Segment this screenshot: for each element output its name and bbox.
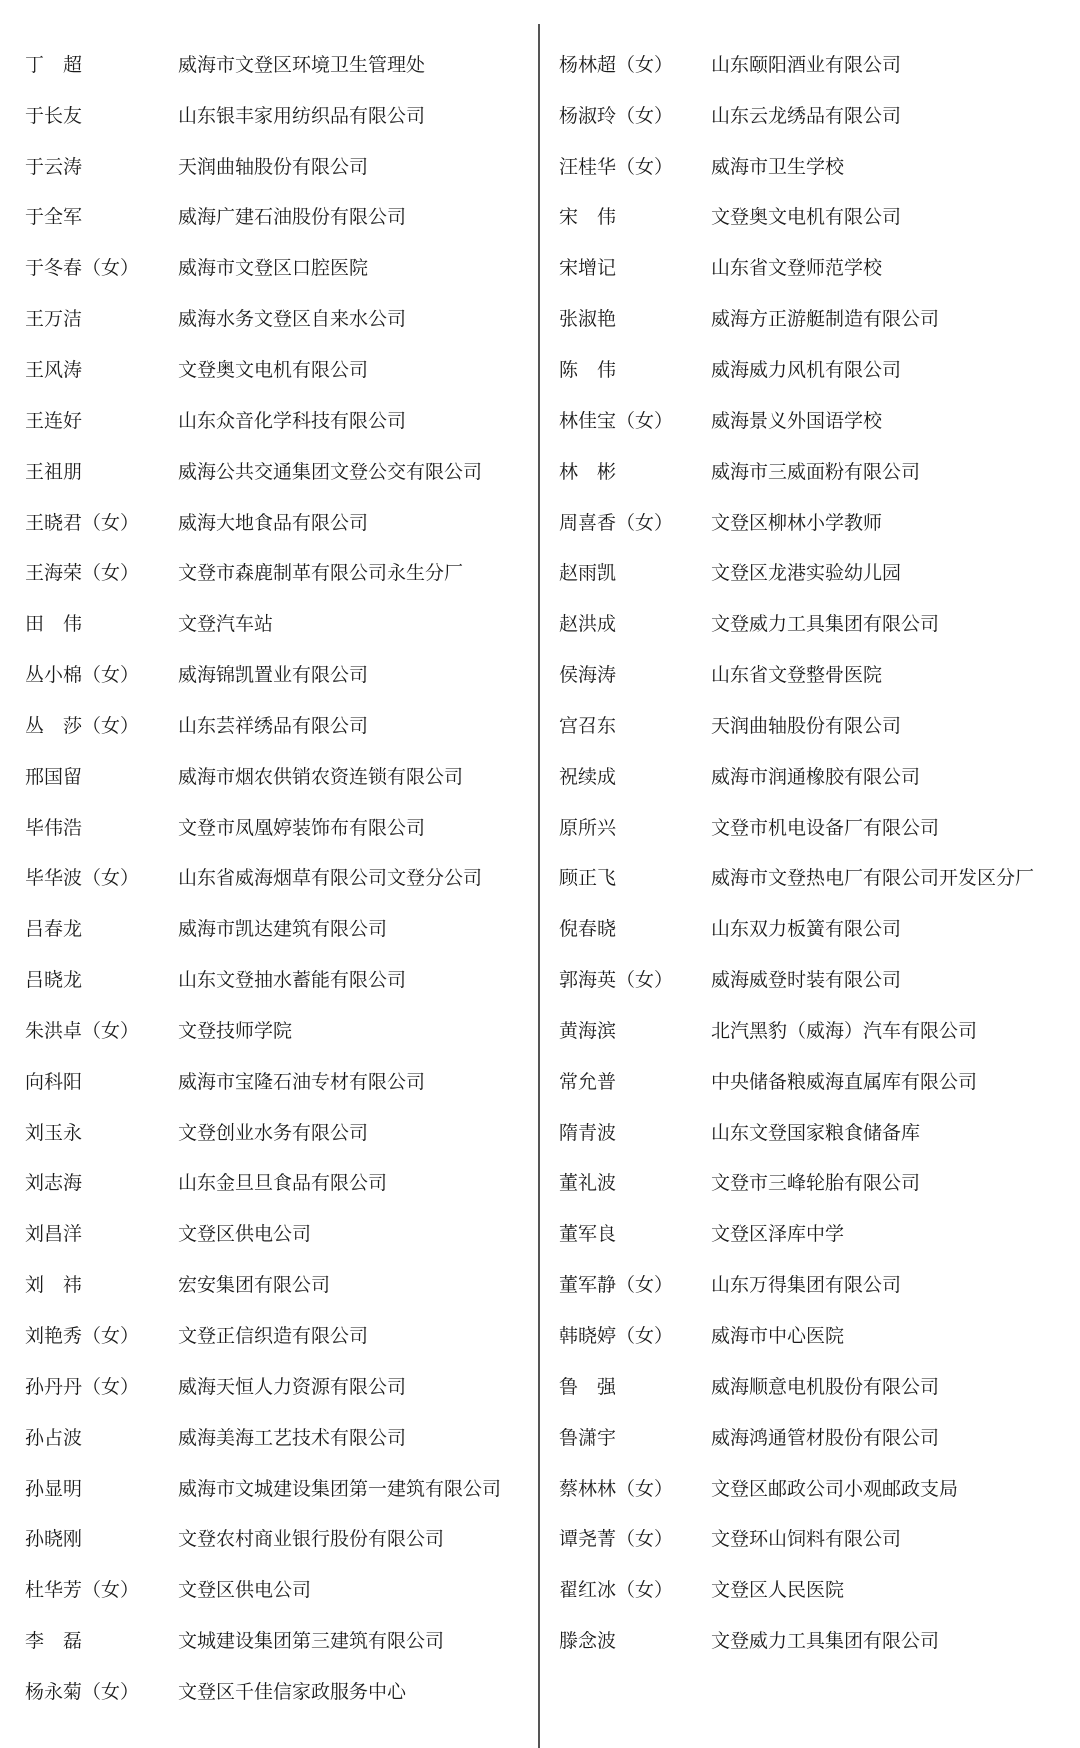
person-name: 陈 伟 [559, 358, 617, 381]
person-name: 刘玉永 [25, 1121, 83, 1144]
person-name: 原所兴 [559, 816, 617, 839]
organization-name: 山东省文登整骨医院 [711, 664, 883, 687]
person-name: 吕春龙 [25, 918, 83, 941]
list-item [25, 394, 525, 445]
list-item [25, 1157, 525, 1208]
list-item [25, 699, 525, 750]
person-name: 毕伟浩 [25, 816, 83, 839]
organization-name: 山东双力板簧有限公司 [711, 918, 902, 941]
organization-name: 威海威登时装有限公司 [711, 969, 902, 992]
person-name: 王祖朋 [25, 460, 83, 483]
organization-name: 山东省文登师范学校 [711, 257, 883, 280]
person-name: 鲁潇宇 [559, 1426, 617, 1449]
organization-name: 文登区龙港实验幼儿园 [711, 562, 902, 585]
person-name: 朱洪卓（女） [25, 1019, 140, 1042]
list-item [25, 648, 525, 699]
person-name: 顾正飞 [559, 867, 617, 890]
person-name: 谭尧菁（女） [559, 1528, 674, 1551]
list-item [559, 1106, 1064, 1157]
organization-name: 文登区供电公司 [178, 1223, 312, 1246]
organization-name: 文登正信织造有限公司 [178, 1325, 369, 1348]
organization-name: 威海市烟农供销农资连锁有限公司 [178, 765, 464, 788]
person-name: 赵雨凯 [559, 562, 617, 585]
person-name: 丛 莎（女） [25, 714, 140, 737]
organization-name: 文城建设集团第三建筑有限公司 [178, 1630, 445, 1653]
organization-name: 威海公共交通集团文登公交有限公司 [178, 460, 483, 483]
organization-name: 文登奥文电机有限公司 [711, 206, 902, 229]
list-item [559, 1157, 1064, 1208]
person-name: 于全军 [25, 206, 83, 229]
list-item [559, 241, 1064, 292]
person-name: 滕念波 [559, 1630, 617, 1653]
list-item [559, 902, 1064, 953]
person-name: 赵洪成 [559, 613, 617, 636]
person-name: 丁 超 [25, 53, 83, 76]
organization-name: 文登区泽库中学 [711, 1223, 845, 1246]
organization-name: 威海市文登热电厂有限公司开发区分厂 [711, 867, 1035, 890]
organization-name: 威海市文城建设集团第一建筑有限公司 [178, 1477, 502, 1500]
list-item [559, 1309, 1064, 1360]
organization-name: 威海鸿通管材股份有限公司 [711, 1426, 940, 1449]
organization-name: 北汽黑豹（威海）汽车有限公司 [711, 1019, 978, 1042]
list-item [559, 292, 1064, 343]
organization-name: 文登市凤凰婷装饰布有限公司 [178, 816, 426, 839]
organization-name: 威海方正游艇制造有限公司 [711, 308, 940, 331]
person-name: 孙显明 [25, 1477, 83, 1500]
list-item [25, 1309, 525, 1360]
organization-name: 山东众音化学科技有限公司 [178, 409, 407, 432]
person-name: 林 彬 [559, 460, 617, 483]
person-name: 隋青波 [559, 1121, 617, 1144]
person-name: 孙丹丹（女） [25, 1375, 140, 1398]
organization-name: 威海水务文登区自来水公司 [178, 308, 407, 331]
organization-name: 天润曲轴股份有限公司 [711, 714, 902, 737]
person-name: 郭海英（女） [559, 969, 674, 992]
person-name: 王晓君（女） [25, 511, 140, 534]
list-item [25, 38, 525, 89]
list-item [559, 343, 1064, 394]
person-name: 于长友 [25, 104, 83, 127]
organization-name: 文登市森鹿制革有限公司永生分厂 [178, 562, 464, 585]
list-item [25, 445, 525, 496]
list-item [559, 1258, 1064, 1309]
person-name: 张淑艳 [559, 308, 617, 331]
person-name: 董军静（女） [559, 1274, 674, 1297]
organization-name: 威海市文登区口腔医院 [178, 257, 369, 280]
column-divider [538, 24, 540, 1748]
person-name: 王万洁 [25, 308, 83, 331]
person-name: 刘 祎 [25, 1274, 83, 1297]
organization-name: 宏安集团有限公司 [178, 1274, 331, 1297]
person-name: 刘志海 [25, 1172, 83, 1195]
person-name: 孙晓刚 [25, 1528, 83, 1551]
organization-name: 文登威力工具集团有限公司 [711, 1630, 940, 1653]
organization-name: 山东省威海烟草有限公司文登分公司 [178, 867, 483, 890]
list-item [25, 750, 525, 801]
list-item [25, 1207, 525, 1258]
person-name: 周喜香（女） [559, 511, 674, 534]
list-item [559, 445, 1064, 496]
list-item [559, 546, 1064, 597]
organization-name: 文登创业水务有限公司 [178, 1121, 369, 1144]
person-name: 刘艳秀（女） [25, 1325, 140, 1348]
list-item [25, 191, 525, 242]
person-name: 翟红冰（女） [559, 1579, 674, 1602]
organization-name: 威海广建石油股份有限公司 [178, 206, 407, 229]
person-name: 李 磊 [25, 1630, 83, 1653]
organization-name: 文登奥文电机有限公司 [178, 358, 369, 381]
list-item [25, 292, 525, 343]
organization-name: 威海天恒人力资源有限公司 [178, 1375, 407, 1398]
organization-name: 山东万得集团有限公司 [711, 1274, 902, 1297]
list-item [559, 750, 1064, 801]
list-item [25, 140, 525, 191]
list-item [559, 496, 1064, 547]
person-name: 杨淑玲（女） [559, 104, 674, 127]
person-name: 刘昌洋 [25, 1223, 83, 1246]
organization-name: 文登区柳林小学教师 [711, 511, 883, 534]
list-item [25, 1614, 525, 1665]
person-name: 林佳宝（女） [559, 409, 674, 432]
organization-name: 文登汽车站 [178, 613, 274, 636]
list-item [559, 953, 1064, 1004]
organization-name: 文登区千佳信家政服务中心 [178, 1680, 407, 1703]
organization-name: 威海威力风机有限公司 [711, 358, 902, 381]
person-name: 祝续成 [559, 765, 617, 788]
organization-name: 山东芸祥绣品有限公司 [178, 714, 369, 737]
list-item [559, 1207, 1064, 1258]
right-name-column [559, 38, 1064, 1665]
organization-name: 山东颐阳酒业有限公司 [711, 53, 902, 76]
list-item [559, 597, 1064, 648]
list-item [25, 1665, 525, 1716]
person-name: 杨林超（女） [559, 53, 674, 76]
list-item [559, 38, 1064, 89]
person-name: 蔡林林（女） [559, 1477, 674, 1500]
organization-name: 威海市中心医院 [711, 1325, 845, 1348]
list-item [25, 1258, 525, 1309]
organization-name: 文登技师学院 [178, 1019, 293, 1042]
organization-name: 威海景义外国语学校 [711, 409, 883, 432]
organization-name: 威海市文登区环境卫生管理处 [178, 53, 426, 76]
list-item [25, 902, 525, 953]
organization-name: 文登市机电设备厂有限公司 [711, 816, 940, 839]
person-name: 汪桂华（女） [559, 155, 674, 178]
organization-name: 文登市三峰轮胎有限公司 [711, 1172, 921, 1195]
list-item [25, 241, 525, 292]
list-item [559, 1004, 1064, 1055]
list-item [559, 699, 1064, 750]
organization-name: 文登环山饲料有限公司 [711, 1528, 902, 1551]
organization-name: 天润曲轴股份有限公司 [178, 155, 369, 178]
person-name: 宋增记 [559, 257, 617, 280]
person-name: 常允普 [559, 1070, 617, 1093]
list-item [559, 1411, 1064, 1462]
organization-name: 文登威力工具集团有限公司 [711, 613, 940, 636]
list-item [559, 1614, 1064, 1665]
list-item [559, 801, 1064, 852]
list-item [559, 1512, 1064, 1563]
organization-name: 威海美海工艺技术有限公司 [178, 1426, 407, 1449]
person-name: 黄海滨 [559, 1019, 617, 1042]
list-item [25, 953, 525, 1004]
left-name-column [25, 38, 525, 1716]
person-name: 于云涛 [25, 155, 83, 178]
person-name: 孙占波 [25, 1426, 83, 1449]
list-item [559, 852, 1064, 903]
list-item [25, 801, 525, 852]
list-item [25, 852, 525, 903]
list-item [25, 1360, 525, 1411]
person-name: 董礼波 [559, 1172, 617, 1195]
list-item [25, 1055, 525, 1106]
list-item [559, 648, 1064, 699]
person-name: 王风涛 [25, 358, 83, 381]
list-item [559, 140, 1064, 191]
list-item [559, 1462, 1064, 1513]
person-name: 向科阳 [25, 1070, 83, 1093]
person-name: 韩晓婷（女） [559, 1325, 674, 1348]
list-item [559, 1563, 1064, 1614]
person-name: 倪春晓 [559, 918, 617, 941]
list-item [559, 89, 1064, 140]
person-name: 田 伟 [25, 613, 83, 636]
list-item [25, 1512, 525, 1563]
person-name: 邢国留 [25, 765, 83, 788]
list-item [25, 1563, 525, 1614]
list-item [25, 1106, 525, 1157]
organization-name: 威海市卫生学校 [711, 155, 845, 178]
organization-name: 威海锦凯置业有限公司 [178, 664, 369, 687]
organization-name: 中央储备粮威海直属库有限公司 [711, 1070, 978, 1093]
person-name: 董军良 [559, 1223, 617, 1246]
person-name: 侯海涛 [559, 664, 617, 687]
organization-name: 威海市宝隆石油专材有限公司 [178, 1070, 426, 1093]
list-item [25, 89, 525, 140]
list-item [25, 1411, 525, 1462]
organization-name: 威海市凯达建筑有限公司 [178, 918, 388, 941]
person-name: 吕晓龙 [25, 969, 83, 992]
list-item [559, 1055, 1064, 1106]
organization-name: 文登农村商业银行股份有限公司 [178, 1528, 445, 1551]
person-name: 宋 伟 [559, 206, 617, 229]
list-item [25, 1004, 525, 1055]
person-name: 毕华波（女） [25, 867, 140, 890]
list-item [559, 191, 1064, 242]
list-item [25, 546, 525, 597]
organization-name: 威海市三威面粉有限公司 [711, 460, 921, 483]
organization-name: 威海市润通橡胶有限公司 [711, 765, 921, 788]
person-name: 鲁 强 [559, 1375, 617, 1398]
person-name: 杨永菊（女） [25, 1680, 140, 1703]
list-item [25, 496, 525, 547]
person-name: 王海荣（女） [25, 562, 140, 585]
organization-name: 山东金旦旦食品有限公司 [178, 1172, 388, 1195]
organization-name: 山东云龙绣品有限公司 [711, 104, 902, 127]
organization-name: 山东银丰家用纺织品有限公司 [178, 104, 426, 127]
list-item [25, 343, 525, 394]
organization-name: 文登区邮政公司小观邮政支局 [711, 1477, 959, 1500]
organization-name: 山东文登国家粮食储备库 [711, 1121, 921, 1144]
person-name: 宫召东 [559, 714, 617, 737]
person-name: 王连好 [25, 409, 83, 432]
person-name: 丛小棉（女） [25, 664, 140, 687]
organization-name: 文登区供电公司 [178, 1579, 312, 1602]
list-item [559, 394, 1064, 445]
organization-name: 山东文登抽水蓄能有限公司 [178, 969, 407, 992]
list-item [25, 1462, 525, 1513]
organization-name: 威海大地食品有限公司 [178, 511, 369, 534]
list-item [25, 597, 525, 648]
organization-name: 文登区人民医院 [711, 1579, 845, 1602]
person-name: 杜华芳（女） [25, 1579, 140, 1602]
list-item [559, 1360, 1064, 1411]
organization-name: 威海顺意电机股份有限公司 [711, 1375, 940, 1398]
person-name: 于冬春（女） [25, 257, 140, 280]
